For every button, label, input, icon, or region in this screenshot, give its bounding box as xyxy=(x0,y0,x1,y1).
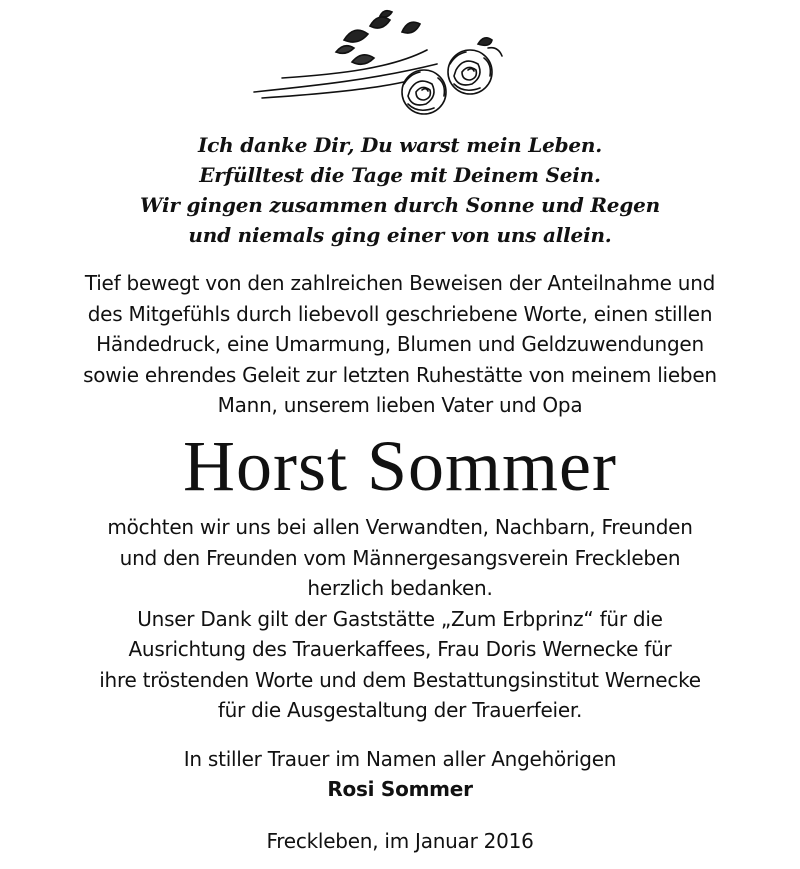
intro-line: Händedruck, eine Umarmung, Blumen und Geldzuwendungen xyxy=(96,332,704,356)
poem-line: Ich danke Dir, Du warst mein Leben. xyxy=(197,133,603,157)
thanks-line: und den Freunden vom Männergesangsverein Freckleben xyxy=(119,545,681,570)
closing-line: In stiller Trauer im Namen aller Angehörigen xyxy=(183,747,617,771)
intro-line: Mann, unserem lieben Vater und Opa xyxy=(217,393,583,417)
place-date: Freckleben, im Januar 2016 xyxy=(266,829,534,853)
poem-line: und niemals ging einer von uns allein. xyxy=(188,223,612,247)
roses-illustration-icon xyxy=(252,8,512,118)
thanks-line: herzlich bedanken. xyxy=(307,576,493,600)
memorial-poem xyxy=(0,130,800,250)
thanks-line: möchten wir uns bei allen Verwandten, Nachbarn, Freunden xyxy=(107,515,693,539)
intro-line: des Mitgefühls durch liebevoll geschriebene Worte, einen stillen xyxy=(87,301,713,326)
thanks-line: ihre tröstenden Worte und dem Bestattungsinstitut Wernecke xyxy=(99,667,701,692)
poem-line: Wir gingen zusammen durch Sonne und Regen xyxy=(140,193,660,217)
intro-line: Tief bewegt von den zahlreichen Beweisen der Anteilnahme und xyxy=(84,271,716,295)
deceased-name: Horst Sommer xyxy=(183,426,617,506)
closing-block xyxy=(0,744,800,804)
thanks-line: Unser Dank gilt der Gaststätte „Zum Erbprinz“ für die xyxy=(137,606,663,631)
thanks-paragraph xyxy=(0,512,800,726)
poem-line: Erfülltest die Tage mit Deinem Sein. xyxy=(199,163,601,187)
intro-paragraph xyxy=(0,268,800,421)
thanks-line: für die Ausgestaltung der Trauerfeier. xyxy=(217,698,583,722)
thanks-line: Ausrichtung des Trauerkaffees, Frau Doris Wernecke für xyxy=(128,637,672,661)
intro-line: sowie ehrendes Geleit zur letzten Ruhestätte von meinem lieben xyxy=(83,362,717,387)
signer-name: Rosi Sommer xyxy=(327,777,473,801)
